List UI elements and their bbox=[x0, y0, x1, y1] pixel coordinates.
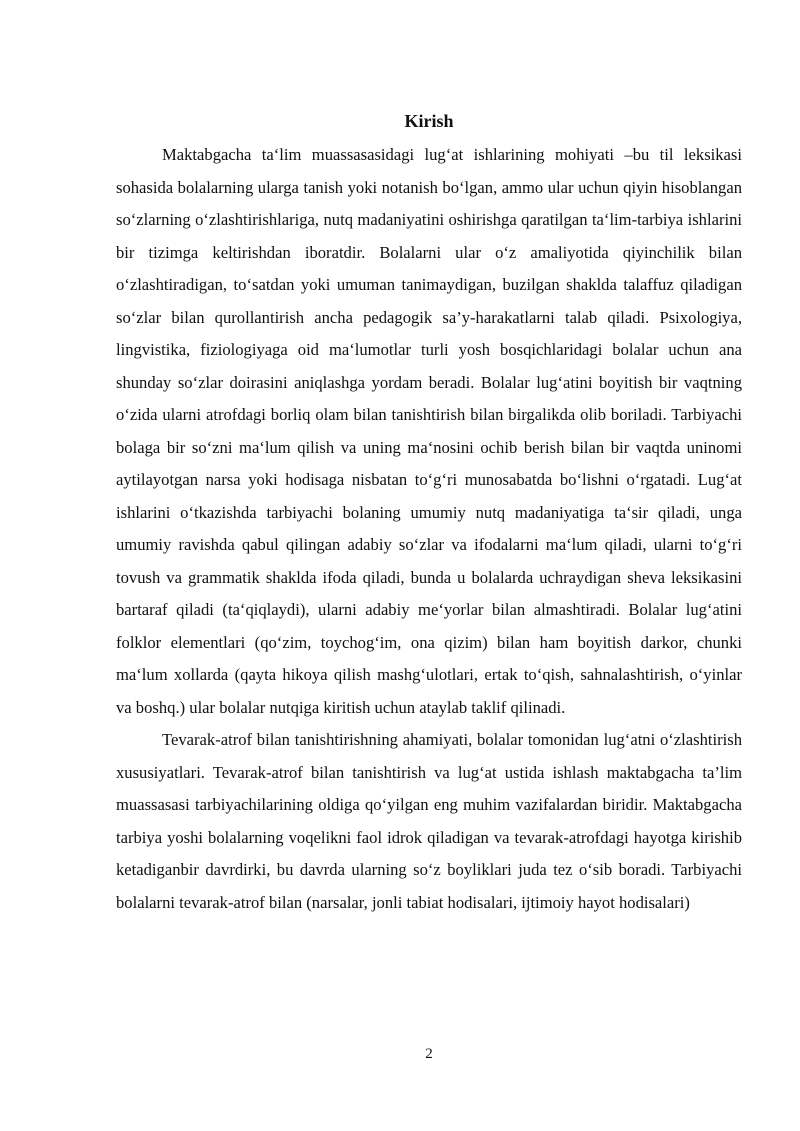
body-text bbox=[116, 139, 742, 919]
paragraph-2: Tevarak-atrof bilan tanishtirishning ahamiyati, bolalar tomonidan lug‘atni o‘zlashtirish xususiyatlari. Tevarak-atrof bilan tanishtirish va lug‘at ustida ishlash maktabgacha ta’lim muassasasi tarbiyachilarining oldiga qo‘yilgan eng muhim vazifalardan biridir. Maktabgacha tarbiya yoshi bolalarning voqelikni faol idrok qiladigan va tevarak-atrofdagi hayotga kirishib ketadiganbir davrdirki, bu davrda ularning so‘z boyliklari juda tez o‘sib boradi. Tarbiyachi bolalarni tevarak-atrof bilan (narsalar, jonli tabiat hodisalari, ijtimoiy hayot hodisalari) bbox=[116, 730, 742, 912]
page-number: 2 bbox=[425, 1046, 433, 1062]
paragraph-1: Maktabgacha ta‘lim muassasasidagi lug‘at ishlarining mohiyati –bu til leksikasi sohasida bolalarning ularga tanish yoki notanish bo‘lgan, ammo ular uchun qiyin hisoblangan so‘zlarning o‘zlashtirishlariga, nutq madaniyatini oshirishga qaratilgan ta‘lim-tarbiya ishlarini bir tizimga keltirishdan iboratdir. Bolalarni ular o‘z amaliyotida qiyinchilik bilan o‘zlashtiradigan, to‘satdan yoki umuman tanimaydigan, buzilgan shaklda talaffuz qiladigan so‘zlar bilan qurollantirish ancha pedagogik sa’y-harakatlarni talab qiladi. Psixologiya, lingvistika, fiziologiyaga oid ma‘lumotlar turli yosh bosqichlaridagi bolalar uchun ana shunday so‘zlar doirasini aniqlashga yordam beradi. Bolalar lug‘atini boyitish bir vaqtning o‘zida ularni atrofdagi borliq olam bilan tanishtirish bilan birgalikda olib boriladi. Tarbiyachi bolaga bir so‘zni ma‘lum qilish va uning ma‘nosini ochib berish bilan bir vaqtda uninomi aytilayotgan narsa yoki hodisaga nisbatan to‘g‘ri munosabatda bo‘lishni o‘rgatadi. Lug‘at ishlarini o‘tkazishda tarbiyachi bolaning umumiy nutq madaniyatiga ta‘sir qiladi, unga umumiy ravishda qabul qilingan adabiy so‘zlar va ifodalarni ma‘lum qiladi, ularni to‘g‘ri tovush va grammatik shaklda ifoda qiladi, bunda u bolalarda uchraydigan sheva leksikasini bartaraf qiladi (ta‘qiqlaydi), ularni adabiy me‘yorlar bilan almashtiradi. Bolalar lug‘atini folklor elementlari (qo‘zim, toychog‘im, ona qizim) bilan ham boyitish darkor, chunki ma‘lum xollarda (qayta hikoya qilish mashg‘ulotlari, ertak to‘qish, sahnalashtirish, o‘yinlar va boshq.) ular bolalar nutqiga kiritish uchun ataylab taklif qilinadi. bbox=[116, 145, 742, 717]
section-title: Kirish bbox=[404, 111, 454, 131]
